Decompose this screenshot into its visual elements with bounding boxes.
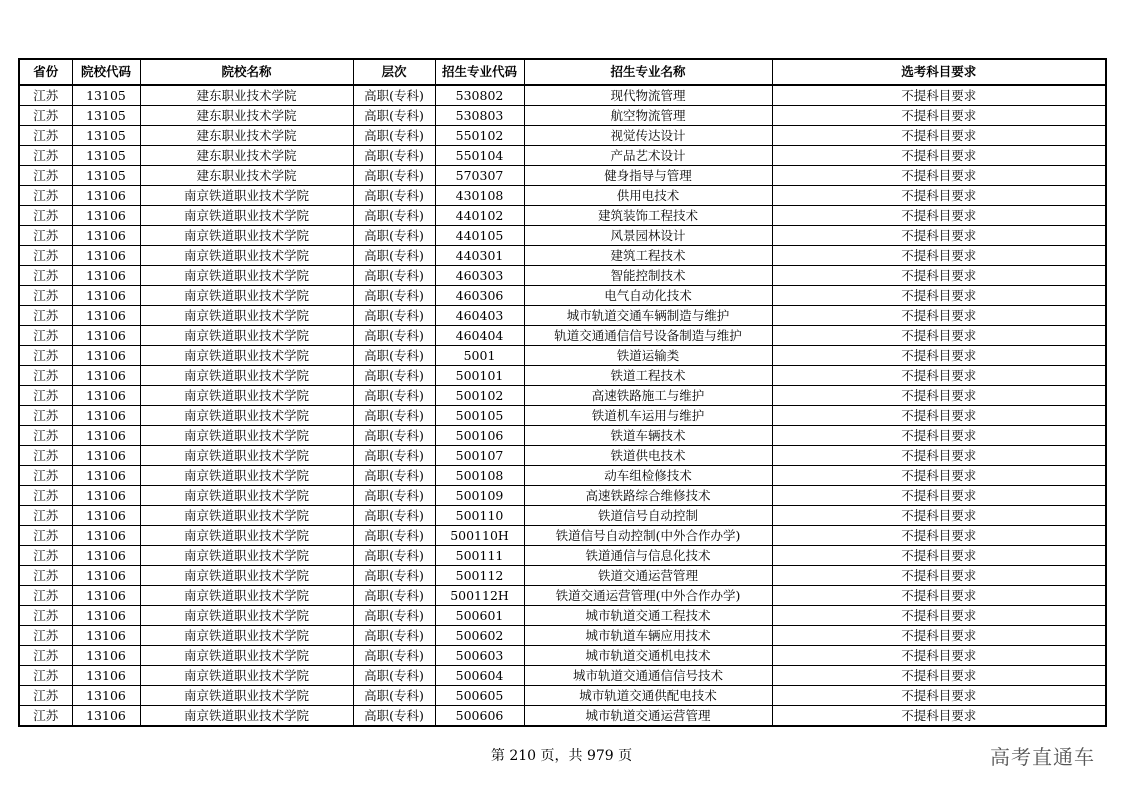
table-row bbox=[19, 286, 1106, 306]
school-code-cell: 13106 bbox=[72, 446, 140, 466]
level-cell: 高职(专科) bbox=[353, 85, 435, 106]
major-name-cell: 铁道车辆技术 bbox=[524, 426, 772, 446]
major-code-cell: 550104 bbox=[435, 146, 524, 166]
province-cell: 江苏 bbox=[19, 226, 72, 246]
table-row bbox=[19, 626, 1106, 646]
major-code-cell: 500101 bbox=[435, 366, 524, 386]
major-code-cell: 500601 bbox=[435, 606, 524, 626]
major-name-cell: 供用电技术 bbox=[524, 186, 772, 206]
subject-requirement-cell: 不提科目要求 bbox=[772, 426, 1106, 446]
major-name-cell: 电气自动化技术 bbox=[524, 286, 772, 306]
province-cell: 江苏 bbox=[19, 506, 72, 526]
school-name-cell: 建东职业技术学院 bbox=[140, 126, 353, 146]
header-row bbox=[19, 59, 1106, 85]
province-cell: 江苏 bbox=[19, 706, 72, 727]
major-code-cell: 500602 bbox=[435, 626, 524, 646]
major-name-cell: 城市轨道车辆应用技术 bbox=[524, 626, 772, 646]
table-row bbox=[19, 466, 1106, 486]
major-name-cell: 建筑工程技术 bbox=[524, 246, 772, 266]
school-code-cell: 13106 bbox=[72, 526, 140, 546]
major-name-cell: 产品艺术设计 bbox=[524, 146, 772, 166]
level-cell: 高职(专科) bbox=[353, 286, 435, 306]
school-code-cell: 13106 bbox=[72, 566, 140, 586]
major-code-cell: 500108 bbox=[435, 466, 524, 486]
header-major-code: 招生专业代码 bbox=[435, 59, 524, 85]
school-code-cell: 13106 bbox=[72, 706, 140, 727]
table-row bbox=[19, 85, 1106, 106]
school-code-cell: 13106 bbox=[72, 586, 140, 606]
subject-requirement-cell: 不提科目要求 bbox=[772, 126, 1106, 146]
school-name-cell: 南京铁道职业技术学院 bbox=[140, 646, 353, 666]
table-row bbox=[19, 566, 1106, 586]
province-cell: 江苏 bbox=[19, 146, 72, 166]
level-cell: 高职(专科) bbox=[353, 566, 435, 586]
header-school-name: 院校名称 bbox=[140, 59, 353, 85]
major-name-cell: 铁道交通运营管理 bbox=[524, 566, 772, 586]
watermark-text: 高考直通车 bbox=[990, 745, 1095, 769]
school-code-cell: 13106 bbox=[72, 486, 140, 506]
school-name-cell: 南京铁道职业技术学院 bbox=[140, 666, 353, 686]
province-cell: 江苏 bbox=[19, 406, 72, 426]
school-code-cell: 13105 bbox=[72, 85, 140, 106]
subject-requirement-cell: 不提科目要求 bbox=[772, 186, 1106, 206]
major-code-cell: 460404 bbox=[435, 326, 524, 346]
subject-requirement-cell: 不提科目要求 bbox=[772, 626, 1106, 646]
level-cell: 高职(专科) bbox=[353, 606, 435, 626]
major-code-cell: 500106 bbox=[435, 426, 524, 446]
subject-requirement-cell: 不提科目要求 bbox=[772, 226, 1106, 246]
province-cell: 江苏 bbox=[19, 606, 72, 626]
major-name-cell: 铁道通信与信息化技术 bbox=[524, 546, 772, 566]
subject-requirement-cell: 不提科目要求 bbox=[772, 606, 1106, 626]
school-name-cell: 南京铁道职业技术学院 bbox=[140, 326, 353, 346]
table-row bbox=[19, 206, 1106, 226]
level-cell: 高职(专科) bbox=[353, 106, 435, 126]
school-name-cell: 南京铁道职业技术学院 bbox=[140, 526, 353, 546]
school-name-cell: 南京铁道职业技术学院 bbox=[140, 386, 353, 406]
subject-requirement-cell: 不提科目要求 bbox=[772, 85, 1106, 106]
subject-requirement-cell: 不提科目要求 bbox=[772, 206, 1106, 226]
major-name-cell: 铁道工程技术 bbox=[524, 366, 772, 386]
major-name-cell: 城市轨道交通机电技术 bbox=[524, 646, 772, 666]
province-cell: 江苏 bbox=[19, 126, 72, 146]
major-name-cell: 铁道信号自动控制(中外合作办学) bbox=[524, 526, 772, 546]
school-name-cell: 建东职业技术学院 bbox=[140, 106, 353, 126]
level-cell: 高职(专科) bbox=[353, 706, 435, 727]
level-cell: 高职(专科) bbox=[353, 346, 435, 366]
header-major-name: 招生专业名称 bbox=[524, 59, 772, 85]
subject-requirement-cell: 不提科目要求 bbox=[772, 646, 1106, 666]
province-cell: 江苏 bbox=[19, 526, 72, 546]
table-row bbox=[19, 386, 1106, 406]
level-cell: 高职(专科) bbox=[353, 166, 435, 186]
school-code-cell: 13106 bbox=[72, 626, 140, 646]
province-cell: 江苏 bbox=[19, 106, 72, 126]
province-cell: 江苏 bbox=[19, 366, 72, 386]
table-row bbox=[19, 366, 1106, 386]
major-name-cell: 动车组检修技术 bbox=[524, 466, 772, 486]
school-code-cell: 13105 bbox=[72, 126, 140, 146]
table-row bbox=[19, 526, 1106, 546]
level-cell: 高职(专科) bbox=[353, 226, 435, 246]
major-code-cell: 500109 bbox=[435, 486, 524, 506]
major-code-cell: 500110 bbox=[435, 506, 524, 526]
school-code-cell: 13106 bbox=[72, 606, 140, 626]
subject-requirement-cell: 不提科目要求 bbox=[772, 366, 1106, 386]
subject-requirement-cell: 不提科目要求 bbox=[772, 686, 1106, 706]
major-code-cell: 500111 bbox=[435, 546, 524, 566]
school-name-cell: 建东职业技术学院 bbox=[140, 166, 353, 186]
subject-requirement-cell: 不提科目要求 bbox=[772, 446, 1106, 466]
subject-requirement-cell: 不提科目要求 bbox=[772, 106, 1106, 126]
major-code-cell: 500107 bbox=[435, 446, 524, 466]
major-code-cell: 500605 bbox=[435, 686, 524, 706]
major-name-cell: 城市轨道交通供配电技术 bbox=[524, 686, 772, 706]
major-code-cell: 500105 bbox=[435, 406, 524, 426]
major-code-cell: 440105 bbox=[435, 226, 524, 246]
major-code-cell: 430108 bbox=[435, 186, 524, 206]
major-name-cell: 高速铁路施工与维护 bbox=[524, 386, 772, 406]
subject-requirement-cell: 不提科目要求 bbox=[772, 286, 1106, 306]
major-code-cell: 460403 bbox=[435, 306, 524, 326]
enrollment-table bbox=[18, 58, 1107, 727]
school-code-cell: 13106 bbox=[72, 466, 140, 486]
table-row bbox=[19, 246, 1106, 266]
table-row bbox=[19, 666, 1106, 686]
major-name-cell: 建筑装饰工程技术 bbox=[524, 206, 772, 226]
school-code-cell: 13106 bbox=[72, 226, 140, 246]
header-subject-requirement: 选考科目要求 bbox=[772, 59, 1106, 85]
school-name-cell: 南京铁道职业技术学院 bbox=[140, 626, 353, 646]
school-code-cell: 13106 bbox=[72, 346, 140, 366]
school-name-cell: 建东职业技术学院 bbox=[140, 146, 353, 166]
level-cell: 高职(专科) bbox=[353, 506, 435, 526]
major-code-cell: 460306 bbox=[435, 286, 524, 306]
major-code-cell: 500102 bbox=[435, 386, 524, 406]
school-code-cell: 13106 bbox=[72, 286, 140, 306]
level-cell: 高职(专科) bbox=[353, 626, 435, 646]
province-cell: 江苏 bbox=[19, 186, 72, 206]
school-code-cell: 13106 bbox=[72, 366, 140, 386]
level-cell: 高职(专科) bbox=[353, 686, 435, 706]
subject-requirement-cell: 不提科目要求 bbox=[772, 466, 1106, 486]
subject-requirement-cell: 不提科目要求 bbox=[772, 486, 1106, 506]
province-cell: 江苏 bbox=[19, 466, 72, 486]
school-code-cell: 13106 bbox=[72, 646, 140, 666]
subject-requirement-cell: 不提科目要求 bbox=[772, 326, 1106, 346]
province-cell: 江苏 bbox=[19, 286, 72, 306]
level-cell: 高职(专科) bbox=[353, 406, 435, 426]
school-name-cell: 南京铁道职业技术学院 bbox=[140, 546, 353, 566]
school-code-cell: 13106 bbox=[72, 266, 140, 286]
level-cell: 高职(专科) bbox=[353, 526, 435, 546]
province-cell: 江苏 bbox=[19, 666, 72, 686]
major-code-cell: 500110H bbox=[435, 526, 524, 546]
header-school-code: 院校代码 bbox=[72, 59, 140, 85]
school-name-cell: 南京铁道职业技术学院 bbox=[140, 406, 353, 426]
province-cell: 江苏 bbox=[19, 646, 72, 666]
school-name-cell: 南京铁道职业技术学院 bbox=[140, 686, 353, 706]
subject-requirement-cell: 不提科目要求 bbox=[772, 166, 1106, 186]
major-name-cell: 高速铁路综合维修技术 bbox=[524, 486, 772, 506]
school-name-cell: 南京铁道职业技术学院 bbox=[140, 466, 353, 486]
major-name-cell: 现代物流管理 bbox=[524, 85, 772, 106]
school-code-cell: 13106 bbox=[72, 206, 140, 226]
header-level: 层次 bbox=[353, 59, 435, 85]
level-cell: 高职(专科) bbox=[353, 366, 435, 386]
school-name-cell: 南京铁道职业技术学院 bbox=[140, 206, 353, 226]
level-cell: 高职(专科) bbox=[353, 146, 435, 166]
major-name-cell: 智能控制技术 bbox=[524, 266, 772, 286]
school-name-cell: 南京铁道职业技术学院 bbox=[140, 506, 353, 526]
major-name-cell: 健身指导与管理 bbox=[524, 166, 772, 186]
province-cell: 江苏 bbox=[19, 85, 72, 106]
level-cell: 高职(专科) bbox=[353, 586, 435, 606]
school-name-cell: 南京铁道职业技术学院 bbox=[140, 306, 353, 326]
subject-requirement-cell: 不提科目要求 bbox=[772, 706, 1106, 727]
province-cell: 江苏 bbox=[19, 586, 72, 606]
school-code-cell: 13106 bbox=[72, 506, 140, 526]
province-cell: 江苏 bbox=[19, 386, 72, 406]
province-cell: 江苏 bbox=[19, 306, 72, 326]
school-code-cell: 13106 bbox=[72, 686, 140, 706]
subject-requirement-cell: 不提科目要求 bbox=[772, 266, 1106, 286]
table-row bbox=[19, 646, 1106, 666]
table-body bbox=[19, 85, 1106, 726]
level-cell: 高职(专科) bbox=[353, 306, 435, 326]
school-name-cell: 南京铁道职业技术学院 bbox=[140, 706, 353, 727]
major-code-cell: 440301 bbox=[435, 246, 524, 266]
province-cell: 江苏 bbox=[19, 346, 72, 366]
school-code-cell: 13106 bbox=[72, 546, 140, 566]
major-name-cell: 铁道机车运用与维护 bbox=[524, 406, 772, 426]
major-name-cell: 铁道交通运营管理(中外合作办学) bbox=[524, 586, 772, 606]
subject-requirement-cell: 不提科目要求 bbox=[772, 526, 1106, 546]
school-name-cell: 南京铁道职业技术学院 bbox=[140, 486, 353, 506]
level-cell: 高职(专科) bbox=[353, 126, 435, 146]
province-cell: 江苏 bbox=[19, 266, 72, 286]
major-name-cell: 轨道交通通信信号设备制造与维护 bbox=[524, 326, 772, 346]
table-row bbox=[19, 266, 1106, 286]
major-name-cell: 铁道信号自动控制 bbox=[524, 506, 772, 526]
major-code-cell: 500603 bbox=[435, 646, 524, 666]
table-row bbox=[19, 106, 1106, 126]
table-row bbox=[19, 186, 1106, 206]
school-name-cell: 南京铁道职业技术学院 bbox=[140, 286, 353, 306]
province-cell: 江苏 bbox=[19, 166, 72, 186]
school-name-cell: 南京铁道职业技术学院 bbox=[140, 266, 353, 286]
level-cell: 高职(专科) bbox=[353, 326, 435, 346]
school-name-cell: 南京铁道职业技术学院 bbox=[140, 606, 353, 626]
level-cell: 高职(专科) bbox=[353, 546, 435, 566]
level-cell: 高职(专科) bbox=[353, 266, 435, 286]
major-name-cell: 铁道供电技术 bbox=[524, 446, 772, 466]
subject-requirement-cell: 不提科目要求 bbox=[772, 566, 1106, 586]
table-row bbox=[19, 126, 1106, 146]
province-cell: 江苏 bbox=[19, 686, 72, 706]
major-code-cell: 500604 bbox=[435, 666, 524, 686]
subject-requirement-cell: 不提科目要求 bbox=[772, 506, 1106, 526]
table-row bbox=[19, 606, 1106, 626]
table-row bbox=[19, 406, 1106, 426]
school-name-cell: 建东职业技术学院 bbox=[140, 85, 353, 106]
school-code-cell: 13105 bbox=[72, 146, 140, 166]
school-name-cell: 南京铁道职业技术学院 bbox=[140, 346, 353, 366]
major-code-cell: 460303 bbox=[435, 266, 524, 286]
province-cell: 江苏 bbox=[19, 446, 72, 466]
school-code-cell: 13106 bbox=[72, 426, 140, 446]
table-row bbox=[19, 546, 1106, 566]
table-header bbox=[19, 59, 1106, 85]
subject-requirement-cell: 不提科目要求 bbox=[772, 586, 1106, 606]
school-code-cell: 13106 bbox=[72, 326, 140, 346]
major-code-cell: 500112H bbox=[435, 586, 524, 606]
level-cell: 高职(专科) bbox=[353, 446, 435, 466]
school-code-cell: 13105 bbox=[72, 166, 140, 186]
province-cell: 江苏 bbox=[19, 486, 72, 506]
province-cell: 江苏 bbox=[19, 626, 72, 646]
school-name-cell: 南京铁道职业技术学院 bbox=[140, 426, 353, 446]
major-code-cell: 550102 bbox=[435, 126, 524, 146]
school-name-cell: 南京铁道职业技术学院 bbox=[140, 446, 353, 466]
school-code-cell: 13106 bbox=[72, 306, 140, 326]
major-code-cell: 500112 bbox=[435, 566, 524, 586]
major-code-cell: 5001 bbox=[435, 346, 524, 366]
school-name-cell: 南京铁道职业技术学院 bbox=[140, 186, 353, 206]
province-cell: 江苏 bbox=[19, 206, 72, 226]
major-name-cell: 视觉传达设计 bbox=[524, 126, 772, 146]
major-code-cell: 500606 bbox=[435, 706, 524, 727]
major-name-cell: 铁道运输类 bbox=[524, 346, 772, 366]
level-cell: 高职(专科) bbox=[353, 386, 435, 406]
province-cell: 江苏 bbox=[19, 326, 72, 346]
province-cell: 江苏 bbox=[19, 246, 72, 266]
major-name-cell: 风景园林设计 bbox=[524, 226, 772, 246]
school-code-cell: 13106 bbox=[72, 186, 140, 206]
subject-requirement-cell: 不提科目要求 bbox=[772, 306, 1106, 326]
table-row bbox=[19, 706, 1106, 727]
level-cell: 高职(专科) bbox=[353, 486, 435, 506]
subject-requirement-cell: 不提科目要求 bbox=[772, 666, 1106, 686]
school-name-cell: 南京铁道职业技术学院 bbox=[140, 566, 353, 586]
level-cell: 高职(专科) bbox=[353, 666, 435, 686]
school-code-cell: 13105 bbox=[72, 106, 140, 126]
school-name-cell: 南京铁道职业技术学院 bbox=[140, 586, 353, 606]
subject-requirement-cell: 不提科目要求 bbox=[772, 346, 1106, 366]
subject-requirement-cell: 不提科目要求 bbox=[772, 146, 1106, 166]
province-cell: 江苏 bbox=[19, 566, 72, 586]
header-province: 省份 bbox=[19, 59, 72, 85]
level-cell: 高职(专科) bbox=[353, 186, 435, 206]
major-name-cell: 城市轨道交通通信信号技术 bbox=[524, 666, 772, 686]
level-cell: 高职(专科) bbox=[353, 206, 435, 226]
major-code-cell: 530802 bbox=[435, 85, 524, 106]
major-code-cell: 530803 bbox=[435, 106, 524, 126]
table-row bbox=[19, 486, 1106, 506]
school-name-cell: 南京铁道职业技术学院 bbox=[140, 226, 353, 246]
level-cell: 高职(专科) bbox=[353, 426, 435, 446]
table-row bbox=[19, 146, 1106, 166]
major-code-cell: 570307 bbox=[435, 166, 524, 186]
table-row bbox=[19, 586, 1106, 606]
table-row bbox=[19, 166, 1106, 186]
school-code-cell: 13106 bbox=[72, 666, 140, 686]
school-code-cell: 13106 bbox=[72, 246, 140, 266]
subject-requirement-cell: 不提科目要求 bbox=[772, 546, 1106, 566]
page-number: 第 210 页，共 979 页 bbox=[490, 748, 633, 764]
table-row bbox=[19, 346, 1106, 366]
major-name-cell: 城市轨道交通运营管理 bbox=[524, 706, 772, 727]
level-cell: 高职(专科) bbox=[353, 246, 435, 266]
subject-requirement-cell: 不提科目要求 bbox=[772, 386, 1106, 406]
table-row bbox=[19, 686, 1106, 706]
subject-requirement-cell: 不提科目要求 bbox=[772, 406, 1106, 426]
province-cell: 江苏 bbox=[19, 426, 72, 446]
table-row bbox=[19, 446, 1106, 466]
table-row bbox=[19, 326, 1106, 346]
table-row bbox=[19, 306, 1106, 326]
level-cell: 高职(专科) bbox=[353, 466, 435, 486]
school-code-cell: 13106 bbox=[72, 386, 140, 406]
table-row bbox=[19, 226, 1106, 246]
subject-requirement-cell: 不提科目要求 bbox=[772, 246, 1106, 266]
school-name-cell: 南京铁道职业技术学院 bbox=[140, 366, 353, 386]
province-cell: 江苏 bbox=[19, 546, 72, 566]
table-row bbox=[19, 506, 1106, 526]
level-cell: 高职(专科) bbox=[353, 646, 435, 666]
major-name-cell: 航空物流管理 bbox=[524, 106, 772, 126]
table-row bbox=[19, 426, 1106, 446]
major-code-cell: 440102 bbox=[435, 206, 524, 226]
school-code-cell: 13106 bbox=[72, 406, 140, 426]
major-name-cell: 城市轨道交通车辆制造与维护 bbox=[524, 306, 772, 326]
major-name-cell: 城市轨道交通工程技术 bbox=[524, 606, 772, 626]
school-name-cell: 南京铁道职业技术学院 bbox=[140, 246, 353, 266]
